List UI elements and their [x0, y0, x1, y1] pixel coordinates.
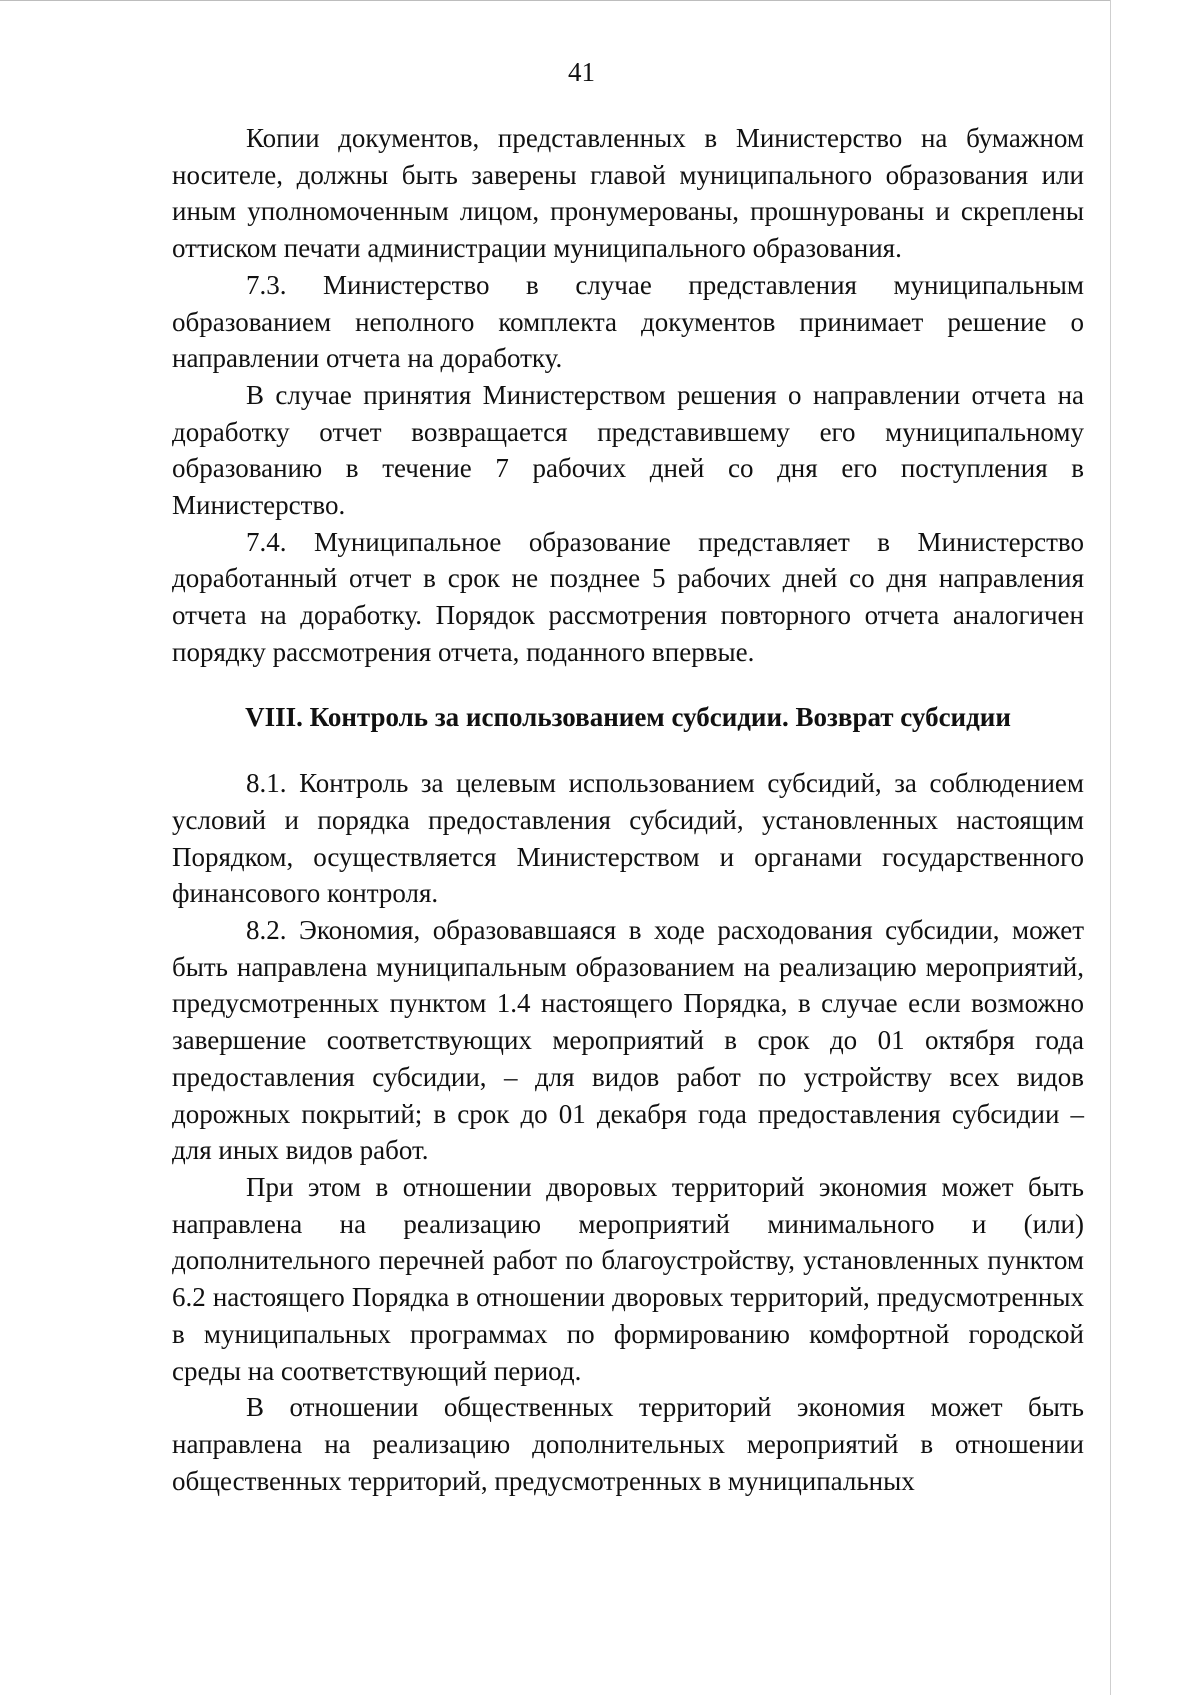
document-body: [172, 120, 1084, 1499]
scan-edge-top: [0, 0, 1110, 1]
paragraph-8-1: 8.1. Контроль за целевым использованием субсидий, за соблюдением условий и порядка предоставления субсидий, установленных настоящим Порядком, осуществляется Министерством и органами государственного финансового контроля.: [172, 768, 1084, 909]
paragraph-8-2: 8.2. Экономия, образовавшаяся в ходе расходования субсидии, может быть направлена муниципальным образованием на реализацию мероприятий, предусмотренных пунктом 1.4 настоящего Порядка, в случае если возможно завершение соответствующих мероприятий в срок до 01 октября года предоставления субсидии, – для видов работ по устройству всех видов дорожных покрытий; в срок до 01 декабря года предоставления субсидии – для иных видов работ.: [172, 915, 1084, 1166]
scan-edge-right: [1110, 0, 1111, 1695]
paragraph-public-territories: В отношении общественных территорий экономия может быть направлена на реализацию дополнительных мероприятий в отношении общественных территорий, предусмотренных в муниципальных: [172, 1392, 1084, 1496]
section-heading: VIII. Контроль за использованием субсидии. Возврат субсидии: [245, 701, 1011, 732]
paragraph-report-return: В случае принятия Министерством решения о направлении отчета на доработку отчет возвращается представившему его муниципальному образованию в течение 7 рабочих дней со дня его поступления в Министерство.: [172, 379, 1084, 521]
page-number: 41: [568, 57, 595, 87]
paragraph-yard-territories: При этом в отношении дворовых территорий экономия может быть направлена на реализацию мероприятий минимального и (или) дополнительного перечней работ по благоустройству, установленных пунктом 6.2 настоящего Порядка в отношении дворовых территорий, предусмотренных в муниципальных программах по формированию комфортной городской среды на соответствующий период.: [172, 1171, 1084, 1386]
paragraph-7-3: 7.3. Министерство в случае представления муниципальным образованием неполного комплекта документов принимает решение о направлении отчета на доработку.: [172, 269, 1084, 374]
paragraph-copies-certification: Копии документов, представленных в Министерство на бумажном носителе, должны быть заверены главой муниципального образования или иным уполномоченным лицом, пронумерованы, прошнурованы и скреплены оттиском печати администрации муниципального образования.: [172, 123, 1084, 264]
paragraph-7-4: 7.4. Муниципальное образование представляет в Министерство доработанный отчет в срок не позднее 5 рабочих дней со дня направления отчета на доработку. Порядок рассмотрения повторного отчета аналогичен порядку рассмотрения отчета, поданного впервые.: [172, 526, 1084, 667]
